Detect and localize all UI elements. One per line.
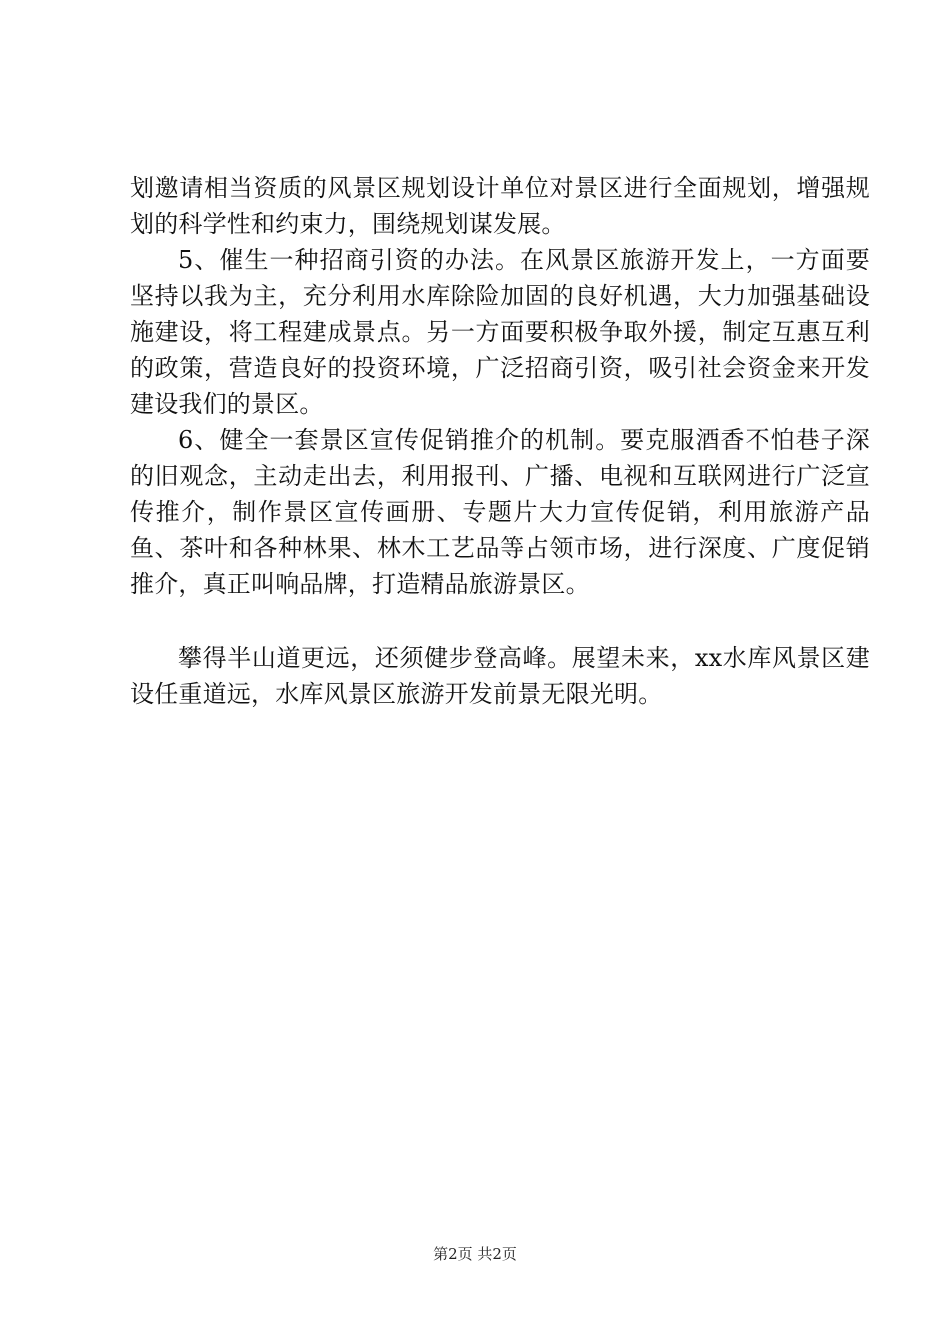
paragraph-item-6: 6、健全一套景区宣传促销推介的机制。要克服酒香不怕巷子深的旧观念，主动走出去，利用报刊、广播、电视和互联网进行广泛宣传推介，制作景区宣传画册、专题片大力宣传促销，利用旅游产品鱼、茶叶和各种林果、林木工艺品等占领市场，进行深度、广度促销推介，真正叫响品牌，打造精品旅游景区。	[130, 426, 870, 598]
paragraph-continuation: 划邀请相当资质的风景区规划设计单位对景区进行全面规划，增强规划的科学性和约束力，围绕规划谋发展。	[130, 174, 870, 238]
paragraph-item-5: 5、催生一种招商引资的办法。在风景区旅游开发上，一方面要坚持以我为主，充分利用水库除险加固的良好机遇，大力加强基础设施建设，将工程建成景点。另一方面要积极争取外援，制定互惠互利的政策，营造良好的投资环境，广泛招商引资，吸引社会资金来开发建设我们的景区。	[130, 246, 870, 418]
paragraph-spacer	[130, 602, 870, 640]
paragraph-conclusion: 攀得半山道更远，还须健步登高峰。展望未来，xx水库风景区建设任重道远，水库风景区旅游开发前景无限光明。	[130, 644, 870, 708]
page-number-footer: 第2页 共2页	[433, 1245, 517, 1263]
document-body	[130, 170, 870, 712]
